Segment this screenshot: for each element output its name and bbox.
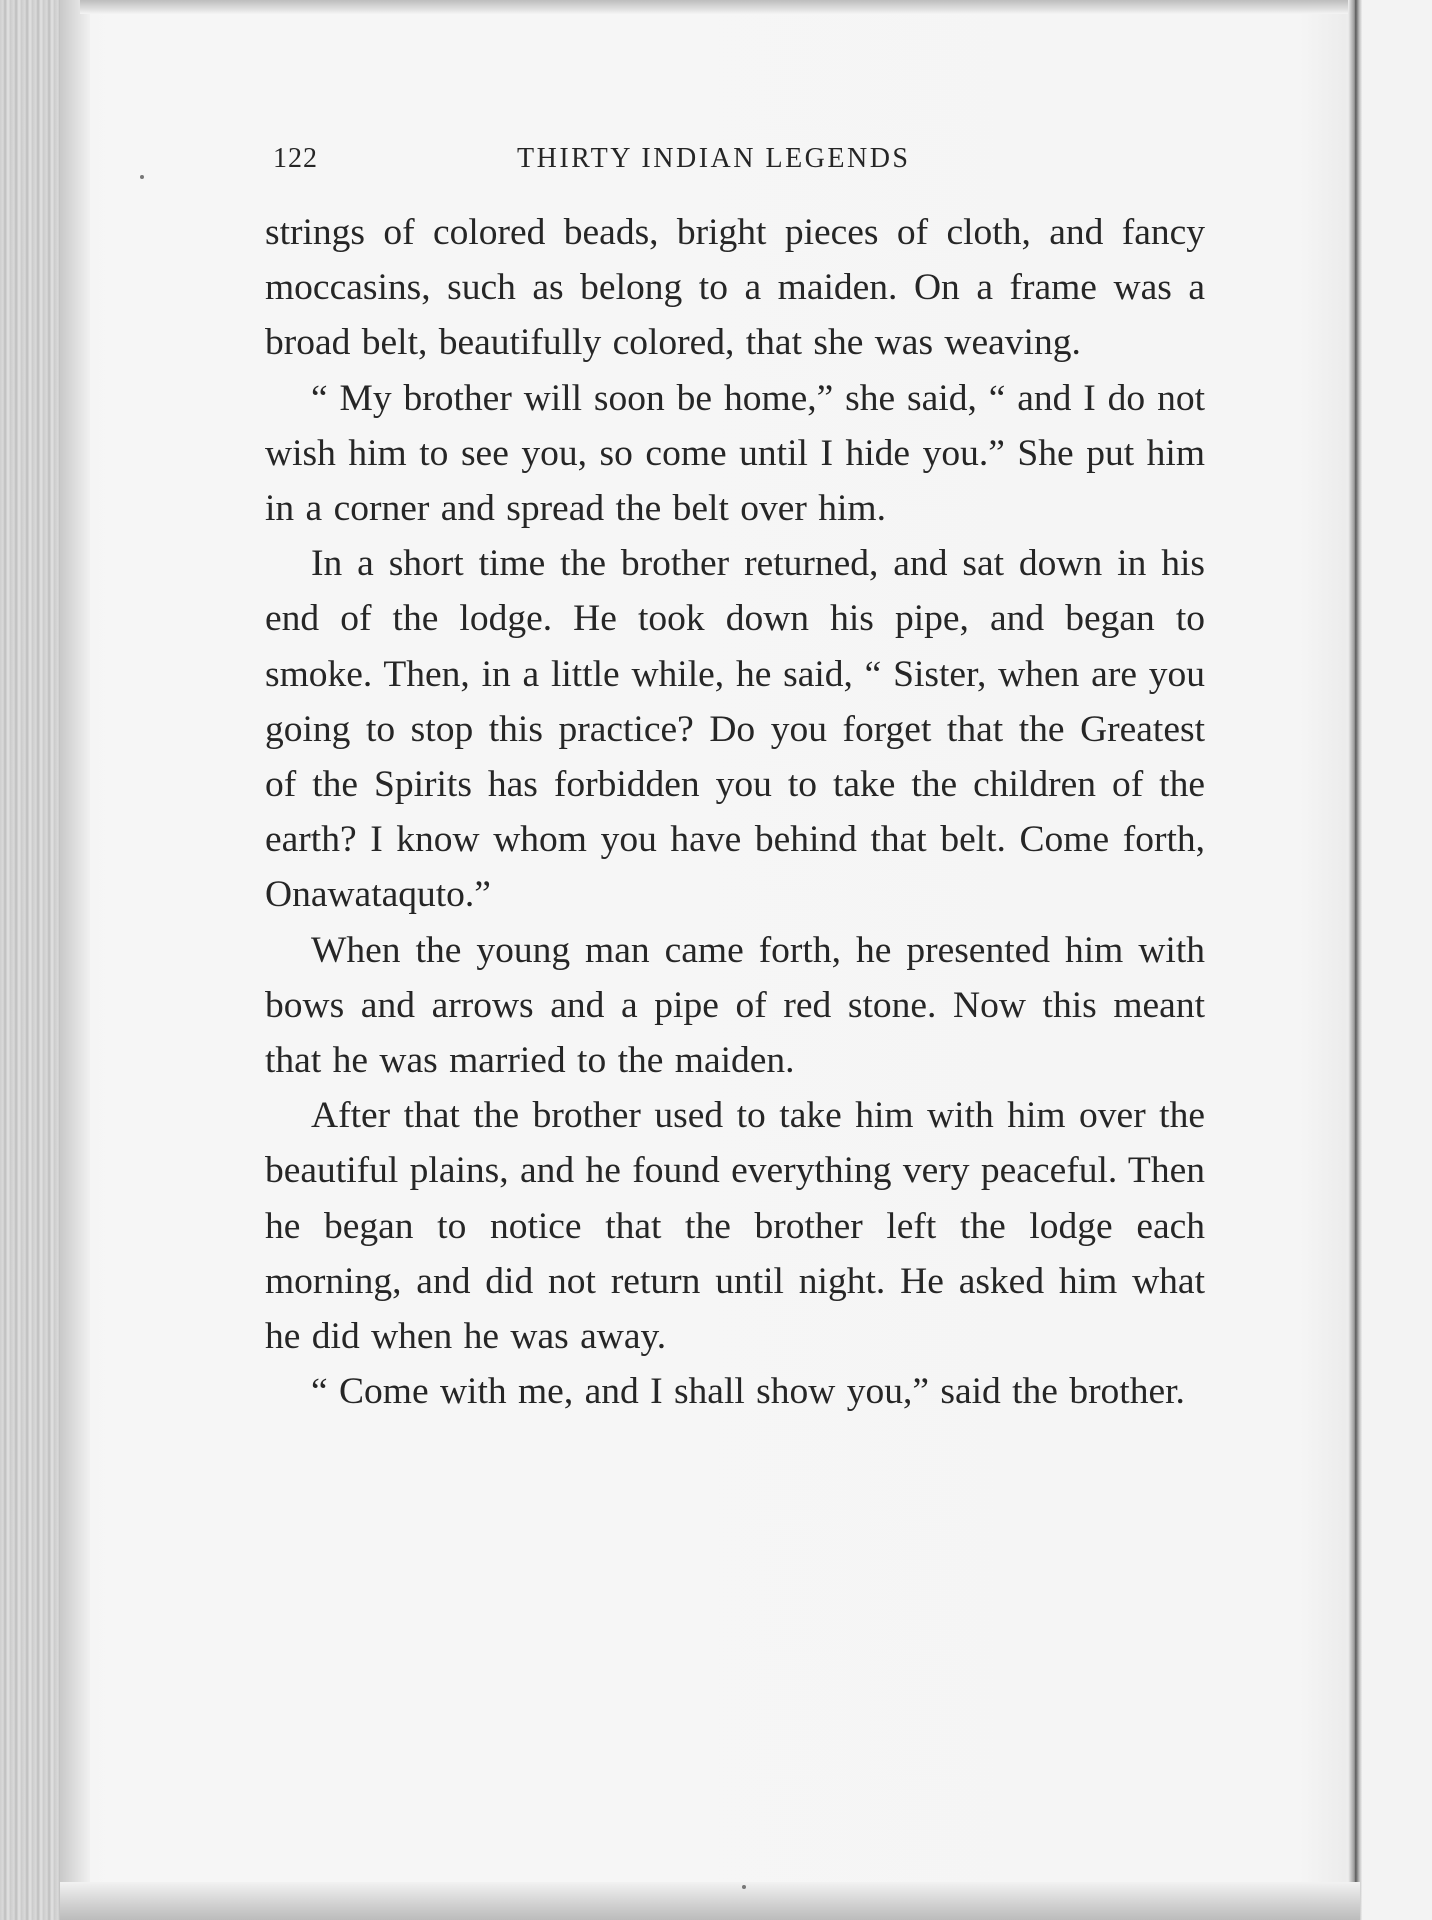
paper-speck (742, 1885, 746, 1889)
paragraph: strings of colored beads, bright pieces of cloth, and fancy moccasins, such as belong to a maiden. On a frame was a broad belt, beautifully colored, that she was weaving. (265, 212, 1205, 364)
page-body (265, 205, 1205, 1419)
book-page (255, 135, 1205, 1419)
paragraph: “ Come with me, and I shall show you,” said the brother. (311, 1371, 1185, 1413)
paragraph: In a short time the brother returned, and sat down in his end of the lodge. He took down his pipe, and began to smoke. Then, in a little while, he said, “ Sister, when are you going to stop this practice? Do you forget that the Greatest of the Spirits has forbidden you to take the children of the earth? I know whom you have behind that belt. Come forth, Onawataquto.” (265, 543, 1205, 916)
book-gutter (1348, 0, 1362, 1920)
page-number: 122 (273, 143, 318, 174)
bottom-page-edge (60, 1882, 1360, 1920)
facing-page-edge (1362, 0, 1432, 1920)
paper-speck (140, 175, 144, 179)
paragraph: When the young man came forth, he presented him with bows and arrows and a pipe of red stone. Now this meant that he was married to the maiden. (265, 929, 1205, 1082)
running-head (255, 135, 1205, 183)
paragraph: “ My brother will soon be home,” she said, “ and I do not wish him to see you, so come until I hide you.” She put him in a corner and spread the belt over him. (265, 377, 1205, 530)
stacked-page-edges (0, 0, 90, 1920)
running-title: THIRTY INDIAN LEGENDS (517, 143, 911, 174)
paragraph: After that the brother used to take him with him over the beautiful plains, and he found everything very peaceful. Then he began to notice that the brother left the lodge each morning, and did not return until night. He asked him what he did when he was away. (265, 1095, 1205, 1358)
top-page-edge (80, 0, 1360, 14)
